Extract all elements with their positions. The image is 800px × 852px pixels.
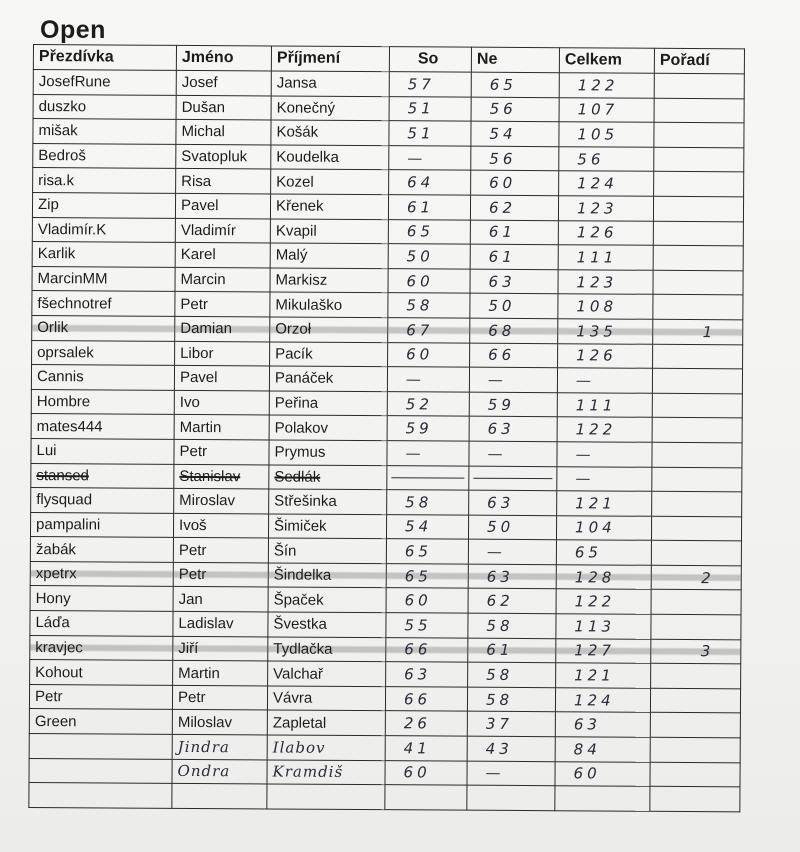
sunday-score-cell: 50 <box>468 515 556 540</box>
nick-cell: Lui <box>31 438 174 463</box>
rank-cell <box>652 467 742 492</box>
saturday-score-cell: 60 <box>388 268 470 293</box>
total-score-cell: 84 <box>555 737 650 762</box>
first-name-cell <box>172 784 267 809</box>
nick-cell <box>29 758 172 783</box>
rank-cell <box>652 442 742 467</box>
saturday-score-cell: 65 <box>388 219 470 244</box>
first-name-cell <box>174 464 269 489</box>
nick-cell: Láďa <box>30 611 173 636</box>
nick-cell: MarcinMM <box>32 266 175 291</box>
rank-cell <box>653 270 743 295</box>
last-name-cell: Markisz <box>270 268 388 293</box>
saturday-score-cell: 54 <box>386 514 468 539</box>
total-score-cell: 104 <box>556 515 651 540</box>
last-name-cell: Křenek <box>270 194 388 219</box>
last-name-cell: Špaček <box>268 587 386 612</box>
sunday-score-cell: 62 <box>468 589 556 614</box>
last-name-cell: Kramdiš <box>267 760 385 785</box>
total-score-cell: 60 <box>555 761 650 786</box>
last-name-cell: Prymus <box>269 440 387 465</box>
nick-cell: Vladimír.K <box>32 217 175 242</box>
first-name-cell: Libor <box>175 341 270 366</box>
nick-cell: Green <box>29 709 172 734</box>
first-name-cell: Jiří <box>173 636 268 661</box>
total-score-cell: 122 <box>556 589 651 614</box>
saturday-score-cell: 51 <box>389 96 471 121</box>
nick-cell <box>31 463 174 488</box>
first-name-cell: Martin <box>173 661 268 686</box>
first-name-cell-text: Stanislav <box>179 467 241 486</box>
first-name-cell: Josef <box>176 70 271 95</box>
nick-cell: fšechnotref <box>32 291 175 316</box>
last-name-cell-text: Sedlák <box>274 468 321 486</box>
first-name-cell: Jan <box>173 587 268 612</box>
nick-cell: Bedroš <box>33 143 176 168</box>
saturday-score-cell: 58 <box>387 490 469 515</box>
first-name-cell: Jindra <box>172 734 267 759</box>
total-score-cell: 121 <box>556 663 651 688</box>
rank-cell <box>654 98 744 123</box>
first-name-cell: Petr <box>175 292 270 317</box>
nick-cell <box>29 734 172 759</box>
rank-cell <box>653 196 743 221</box>
last-name-cell: Šindelka <box>268 563 386 588</box>
rank-cell <box>651 590 741 615</box>
saturday-score-cell: 59 <box>387 416 469 441</box>
sunday-score-cell: 59 <box>469 392 557 417</box>
nick-cell: xpetrx <box>30 561 173 586</box>
sunday-score-cell: 56 <box>471 97 559 122</box>
last-name-cell: Kvapil <box>270 219 388 244</box>
sunday-score-cell <box>469 466 557 491</box>
first-name-cell: Pavel <box>174 365 269 390</box>
total-score-cell: 105 <box>559 122 654 147</box>
last-name-cell: Tydlačka <box>268 637 386 662</box>
sunday-score-cell: 63 <box>470 269 558 294</box>
saturday-score-cell: — <box>387 441 469 466</box>
header-first-name: Jméno <box>176 45 271 71</box>
saturday-score-cell: 52 <box>387 391 469 416</box>
first-name-cell: Ladislav <box>173 611 268 636</box>
last-name-cell: Vávra <box>267 686 385 711</box>
sunday-score-cell: 58 <box>467 687 555 712</box>
first-name-cell: Ivo <box>174 390 269 415</box>
last-name-cell: Malý <box>270 243 388 268</box>
last-name-cell: Ilabov <box>267 735 385 760</box>
rank-cell <box>652 368 742 393</box>
nick-cell: Hombre <box>31 389 174 414</box>
nick-cell: mates444 <box>31 414 174 439</box>
header-last-name: Příjmení <box>271 46 389 72</box>
sunday-score-cell: 65 <box>471 72 559 97</box>
last-name-cell: Švestka <box>268 612 386 637</box>
header-sunday: Ne <box>471 47 559 73</box>
header-total: Celkem <box>559 48 654 74</box>
rank-cell: 3 <box>651 639 741 664</box>
rank-cell <box>650 787 740 812</box>
nick-cell: oprsalek <box>32 340 175 365</box>
last-name-cell: Košák <box>271 120 389 145</box>
last-name-cell: Pacík <box>270 341 388 366</box>
sunday-score-cell: 60 <box>471 171 559 196</box>
total-score-cell: 135 <box>558 319 653 344</box>
rank-cell <box>650 688 740 713</box>
rank-cell <box>654 172 744 197</box>
last-name-cell: Peřina <box>269 391 387 416</box>
rank-cell <box>653 295 743 320</box>
first-name-cell: Miloslav <box>172 710 267 735</box>
sunday-score-cell: 68 <box>470 318 558 343</box>
saturday-score-cell: 51 <box>389 121 471 146</box>
sunday-score-cell: — <box>469 441 557 466</box>
sheet-title: Open <box>40 16 106 44</box>
last-name-cell: Polakov <box>269 415 387 440</box>
saturday-score-cell <box>385 785 467 810</box>
results-table <box>28 44 745 812</box>
first-name-cell: Michal <box>176 120 271 145</box>
nick-cell: risa.k <box>33 168 176 193</box>
saturday-score-cell: 60 <box>385 760 467 785</box>
last-name-cell: Konečný <box>271 96 389 121</box>
first-name-cell: Vladimír <box>175 218 270 243</box>
sunday-score-cell: 63 <box>469 490 557 515</box>
saturday-score-cell: 63 <box>386 662 468 687</box>
saturday-score-cell: — <box>387 367 469 392</box>
saturday-score-cell: 57 <box>389 72 471 97</box>
first-name-cell: Pavel <box>175 193 270 218</box>
first-name-cell: Petr <box>174 439 269 464</box>
first-name-cell: Ondra <box>172 759 267 784</box>
saturday-score-cell: 65 <box>386 564 468 589</box>
total-score-cell: 123 <box>558 196 653 221</box>
sunday-score-cell: 56 <box>471 146 559 171</box>
first-name-cell: Dušan <box>176 95 271 120</box>
sunday-score-cell: 63 <box>468 564 556 589</box>
last-name-cell: Šín <box>268 538 386 563</box>
nick-cell: kravjec <box>30 635 173 660</box>
total-score-cell: 128 <box>556 565 651 590</box>
total-score-cell: 63 <box>555 712 650 737</box>
total-score-cell: 122 <box>559 73 654 98</box>
saturday-score-cell: 60 <box>386 588 468 613</box>
rank-cell <box>654 122 744 147</box>
saturday-score-cell: 58 <box>388 293 470 318</box>
total-score-cell: 56 <box>559 146 654 171</box>
sunday-score-cell: — <box>469 367 557 392</box>
saturday-score-cell: 67 <box>388 318 470 343</box>
sunday-score-cell: 58 <box>468 662 556 687</box>
first-name-cell: Karel <box>175 243 270 268</box>
rank-cell <box>652 393 742 418</box>
total-score-cell: 123 <box>558 269 653 294</box>
last-name-cell: Orzoł <box>270 317 388 342</box>
total-score-cell: 107 <box>559 97 654 122</box>
first-name-cell: Damian <box>175 316 270 341</box>
sunday-score-cell: 62 <box>470 195 558 220</box>
sunday-score-cell: 43 <box>467 736 555 761</box>
total-score-cell: 111 <box>557 392 652 417</box>
last-name-cell: Mikulaško <box>270 292 388 317</box>
first-name-cell: Miroslav <box>174 488 269 513</box>
sunday-score-cell: 61 <box>470 244 558 269</box>
header-rank: Pořadí <box>654 48 744 74</box>
total-score-cell: 124 <box>555 688 650 713</box>
rank-cell <box>653 245 743 270</box>
total-score-cell: 121 <box>557 491 652 516</box>
rank-cell <box>650 762 740 787</box>
total-score-cell: — <box>557 368 652 393</box>
rank-cell <box>651 614 741 639</box>
total-score-cell: 127 <box>556 638 651 663</box>
nick-cell <box>29 783 172 808</box>
first-name-cell: Risa <box>176 169 271 194</box>
saturday-score-cell: 55 <box>386 613 468 638</box>
total-score-cell <box>555 786 650 811</box>
rank-cell <box>651 516 741 541</box>
total-score-cell: 111 <box>558 245 653 270</box>
first-name-cell: Petr <box>173 538 268 563</box>
rank-cell <box>652 418 742 443</box>
saturday-score-cell: 66 <box>386 637 468 662</box>
sunday-score-cell: 61 <box>470 220 558 245</box>
last-name-cell <box>267 784 385 809</box>
nick-cell: mišak <box>33 119 176 144</box>
total-score-cell: 113 <box>556 614 651 639</box>
sunday-score-cell: — <box>467 761 555 786</box>
saturday-score-cell <box>387 465 469 490</box>
total-score-cell: — <box>557 466 652 491</box>
last-name-cell: Šimiček <box>268 514 386 539</box>
last-name-cell <box>269 464 387 489</box>
nick-cell: Kohout <box>30 660 173 685</box>
rank-cell <box>653 221 743 246</box>
table-row <box>29 783 740 812</box>
total-score-cell: 126 <box>558 343 653 368</box>
nick-cell: žabák <box>30 537 173 562</box>
header-saturday: So <box>389 47 471 73</box>
rank-cell <box>653 344 743 369</box>
saturday-score-cell: — <box>389 145 471 170</box>
total-score-cell: 124 <box>559 171 654 196</box>
rank-cell: 1 <box>653 319 743 344</box>
rank-cell <box>654 147 744 172</box>
sunday-score-cell: 54 <box>471 121 559 146</box>
last-name-cell: Jansa <box>271 71 389 96</box>
total-score-cell: — <box>557 442 652 467</box>
nick-cell: pampalini <box>30 512 173 537</box>
first-name-cell: Ivoš <box>173 513 268 538</box>
first-name-cell: Martin <box>174 415 269 440</box>
total-score-cell: 108 <box>558 294 653 319</box>
sunday-score-cell <box>467 785 555 810</box>
nick-cell: Petr <box>29 684 172 709</box>
nick-cell: Orlik <box>32 315 175 340</box>
first-name-cell: Petr <box>172 685 267 710</box>
first-name-cell: Petr <box>173 562 268 587</box>
nick-cell-text: stansed <box>36 466 89 485</box>
sunday-score-cell: 66 <box>470 343 558 368</box>
saturday-score-cell: 60 <box>388 342 470 367</box>
rank-cell <box>651 664 741 689</box>
sunday-score-cell: 61 <box>468 638 556 663</box>
sunday-score-cell: 58 <box>468 613 556 638</box>
rank-cell <box>652 491 742 516</box>
total-score-cell: 126 <box>558 220 653 245</box>
nick-cell: Hony <box>30 586 173 611</box>
nick-cell: flysquad <box>31 488 174 513</box>
last-name-cell: Zapletal <box>267 710 385 735</box>
saturday-score-cell: 26 <box>385 711 467 736</box>
rank-cell <box>650 713 740 738</box>
rank-cell <box>654 73 744 98</box>
total-score-cell: 122 <box>557 417 652 442</box>
last-name-cell: Valchař <box>268 661 386 686</box>
nick-cell: Zip <box>32 192 175 217</box>
last-name-cell: Panáček <box>269 366 387 391</box>
nick-cell: JosefRune <box>33 70 176 95</box>
sunday-score-cell: 63 <box>469 416 557 441</box>
last-name-cell: Kozel <box>271 169 389 194</box>
first-name-cell: Marcin <box>175 267 270 292</box>
rank-cell <box>650 737 740 762</box>
saturday-score-cell: 64 <box>389 170 471 195</box>
sunday-score-cell: 37 <box>467 712 555 737</box>
saturday-score-cell: 61 <box>388 195 470 220</box>
rank-cell <box>651 541 741 566</box>
saturday-score-cell: 65 <box>386 539 468 564</box>
last-name-cell: Koudelka <box>271 145 389 170</box>
nick-cell: Cannis <box>31 365 174 390</box>
total-score-cell: 65 <box>556 540 651 565</box>
rank-cell: 2 <box>651 565 741 590</box>
sunday-score-cell: — <box>468 539 556 564</box>
nick-cell: Karlik <box>32 242 175 267</box>
last-name-cell: Střešinka <box>269 489 387 514</box>
first-name-cell: Svatopluk <box>176 144 271 169</box>
nick-cell: duszko <box>33 94 176 119</box>
header-nick: Přezdívka <box>33 45 176 71</box>
saturday-score-cell: 66 <box>385 687 467 712</box>
saturday-score-cell: 50 <box>388 244 470 269</box>
saturday-score-cell: 41 <box>385 736 467 761</box>
sunday-score-cell: 50 <box>470 294 558 319</box>
